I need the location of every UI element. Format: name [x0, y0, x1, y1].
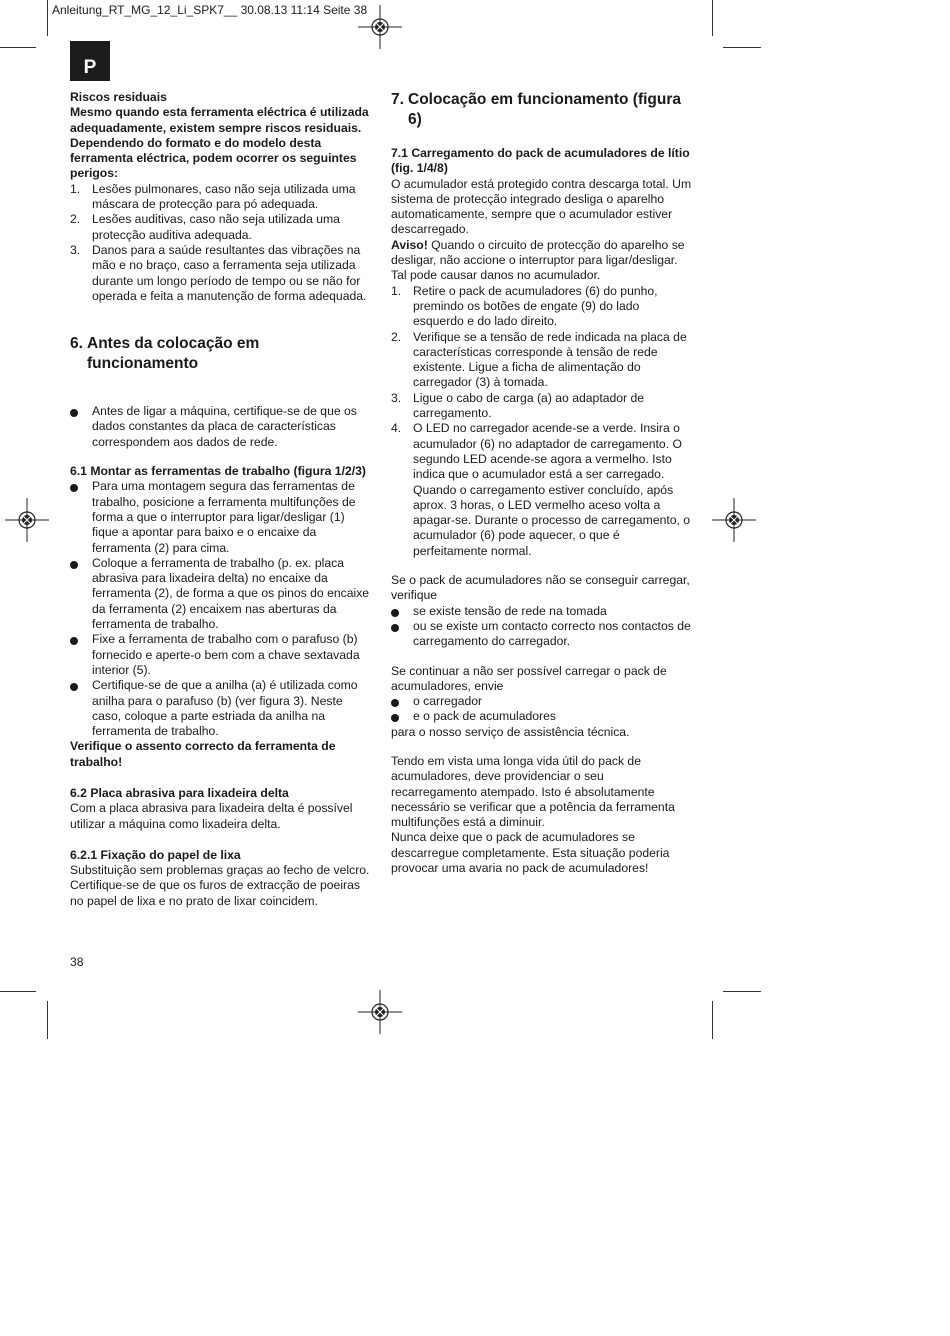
- crop-mark: [47, 0, 48, 36]
- list-item: Coloque a ferramenta de trabalho (p. ex. placa abrasiva para lixadeira delta) no encaixe da ferramenta (2), de forma a que os pinos do encaixe da ferramenta (2) encaixem nas aberturas da ferramenta de trabalho.: [70, 556, 370, 632]
- list-item: o carregador: [391, 694, 693, 709]
- left-column: [70, 90, 370, 909]
- right-column: [391, 90, 693, 876]
- list-item: ou se existe um contacto correcto nos contactos de carregamento do carregador.: [391, 619, 693, 650]
- warning-text: Quando o circuito de protecção do aparelho se desligar, não accione o interruptor para ligar/desligar. Tal pode causar danos no acumulador.: [391, 237, 685, 283]
- send-outro: para o nosso serviço de assistência técnica.: [391, 724, 630, 739]
- list-item: Fixe a ferramenta de trabalho com o parafuso (b) fornecido e aperte-o bem com a chave sextavada interior (5).: [70, 632, 370, 678]
- battery-life-text: Tendo em vista uma longa vida útil do pack de acumuladores, deve providenciar o seu recarregamento atempado. Isto é absolutamente necessário se verificar que a potência da ferramenta multifunções está a diminuir.: [391, 753, 675, 830]
- crop-mark: [712, 1001, 713, 1039]
- language-badge: P: [70, 41, 110, 81]
- section-6-2-1-text: Certifique-se de que os furos de extracção de poeiras no papel de lixa e no prato de lixar coincidem.: [70, 878, 360, 908]
- registration-mark-icon: [358, 5, 402, 49]
- residual-risks-title: Riscos residuais: [70, 90, 167, 104]
- list-item: e o pack de acumuladores: [391, 709, 693, 724]
- bullet-icon: [70, 409, 78, 417]
- section-6-2-heading: 6.2 Placa abrasiva para lixadeira delta: [70, 785, 289, 800]
- page-number: 38: [70, 955, 84, 969]
- check-intro: Se o pack de acumuladores não se conseguir carregar, verifique: [391, 573, 690, 603]
- section-6-1-heading: 6.1 Montar as ferramentas de trabalho (figura 1/2/3): [70, 464, 366, 479]
- bullet-icon: [391, 699, 399, 707]
- never-discharge-text: Nunca deixe que o pack de acumuladores se descarregue completamente. Esta situação poderia provocar uma avaria no pack de acumuladores!: [391, 830, 670, 876]
- list-item: 1. Retire o pack de acumuladores (6) do punho, premindo os botões de engate (9) do lado esquerdo e do lado direito.: [391, 283, 658, 329]
- warning-label: Aviso!: [391, 237, 428, 252]
- section-7-heading: 7. Colocação em funcionamento (figura 6): [391, 91, 682, 128]
- bullet-icon: [391, 624, 399, 632]
- section-6-heading: 6. Antes da colocação em funcionamento: [70, 335, 260, 373]
- residual-risks-list: [70, 182, 370, 304]
- list-item: 1. Lesões pulmonares, caso não seja utilizada uma máscara de protecção para pó adequada.: [70, 181, 356, 212]
- section-7-1-text: O acumulador está protegido contra descarga total. Um sistema de protecção integrado desliga o aparelho automaticamente, sempre que o acumulador estiver descarregado.: [391, 176, 692, 237]
- warning-paragraph: [391, 238, 693, 284]
- list-item: 3. Ligue o cabo de carga (a) ao adaptador de carregamento.: [391, 390, 645, 421]
- check-bullets: [391, 604, 693, 650]
- list-item: 4. O LED no carregador acende-se a verde. Insira o acumulador (6) no adaptador de carregamento. O segundo LED acende-se agora a vermelho. Isto indica que o acumulador está a ser carregado. Quando o carregamento estiver concluído, após aprox. 3 horas, o LED vermelho aceso volta a apagar-se. Durante o processo de carregamento, o acumulador (6) pode aquecer, o que é perfeitamente normal.: [391, 421, 691, 558]
- section-6-2-1-heading: 6.2.1 Fixação do papel de lixa: [70, 847, 241, 862]
- crop-mark: [723, 991, 761, 992]
- bullet-icon: [70, 683, 78, 691]
- bullet-icon: [391, 609, 399, 617]
- list-item: 3. Danos para a saúde resultantes das vibrações na mão e no braço, caso a ferramenta seja utilizada durante um longo período de tempo ou se não for operada e feita a manutenção de forma adequada.: [70, 242, 367, 303]
- registration-mark-icon: [5, 498, 49, 542]
- section-7-1-heading: 7.1 Carregamento do pack de acumuladores de lítio (fig. 1/4/8): [391, 146, 690, 176]
- print-slug: Anleitung_RT_MG_12_Li_SPK7__ 30.08.13 11:14 Seite 38: [52, 3, 368, 17]
- bullet-icon: [70, 484, 78, 492]
- list-item: 2. Verifique se a tensão de rede indicada na placa de características corresponde à tensão de rede existente. Ligue a ficha de alimentação do carregador (3) à tomada.: [391, 329, 687, 390]
- charging-steps: [391, 284, 693, 559]
- list-item: se existe tensão de rede na tomada: [391, 604, 693, 619]
- crop-mark: [0, 47, 36, 48]
- section-6-1-note: Verifique o assento correcto da ferramenta de trabalho!: [70, 739, 336, 769]
- residual-risks-intro: Mesmo quando esta ferramenta eléctrica é utilizada adequadamente, existem sempre riscos residuais. Dependendo do formato e do modelo desta ferramenta eléctrica, podem ocorrer os seguintes perigos:: [70, 105, 369, 181]
- bullet-icon: [70, 561, 78, 569]
- registration-mark-icon: [358, 990, 402, 1034]
- bullet-icon: [70, 637, 78, 645]
- section-6-2-1-text: Substituição sem problemas graças ao fecho de velcro.: [70, 863, 370, 878]
- list-item: Certifique-se de que a anilha (a) é utilizada como anilha para o parafuso (b) (ver figura 3). Neste caso, coloque a parte estriada da anilha na ferramenta de trabalho.: [70, 678, 370, 739]
- section-6-1-bullets: [70, 479, 370, 739]
- registration-mark-icon: [712, 498, 756, 542]
- send-intro: Se continuar a não ser possível carregar o pack de acumuladores, envie: [391, 663, 667, 693]
- list-item: Antes de ligar a máquina, certifique-se de que os dados constantes da placa de características correspondem aos dados de rede.: [70, 404, 370, 450]
- crop-mark: [0, 991, 36, 992]
- crop-mark: [712, 0, 713, 36]
- section-6-bullets: [70, 404, 370, 450]
- crop-mark: [47, 1001, 48, 1039]
- section-6-2-text: Com a placa abrasiva para lixadeira delta é possível utilizar a máquina como lixadeira delta.: [70, 801, 353, 831]
- send-bullets: [391, 694, 693, 725]
- bullet-icon: [391, 714, 399, 722]
- list-item: 2. Lesões auditivas, caso não seja utilizada uma protecção auditiva adequada.: [70, 212, 340, 242]
- crop-mark: [723, 47, 761, 48]
- list-item: Para uma montagem segura das ferramentas de trabalho, posicione a ferramenta multifunções de forma a que o interruptor para ligar/desligar (1) fique a apontar para baixo e o encaixe da ferramenta (2) para cima.: [70, 479, 370, 555]
